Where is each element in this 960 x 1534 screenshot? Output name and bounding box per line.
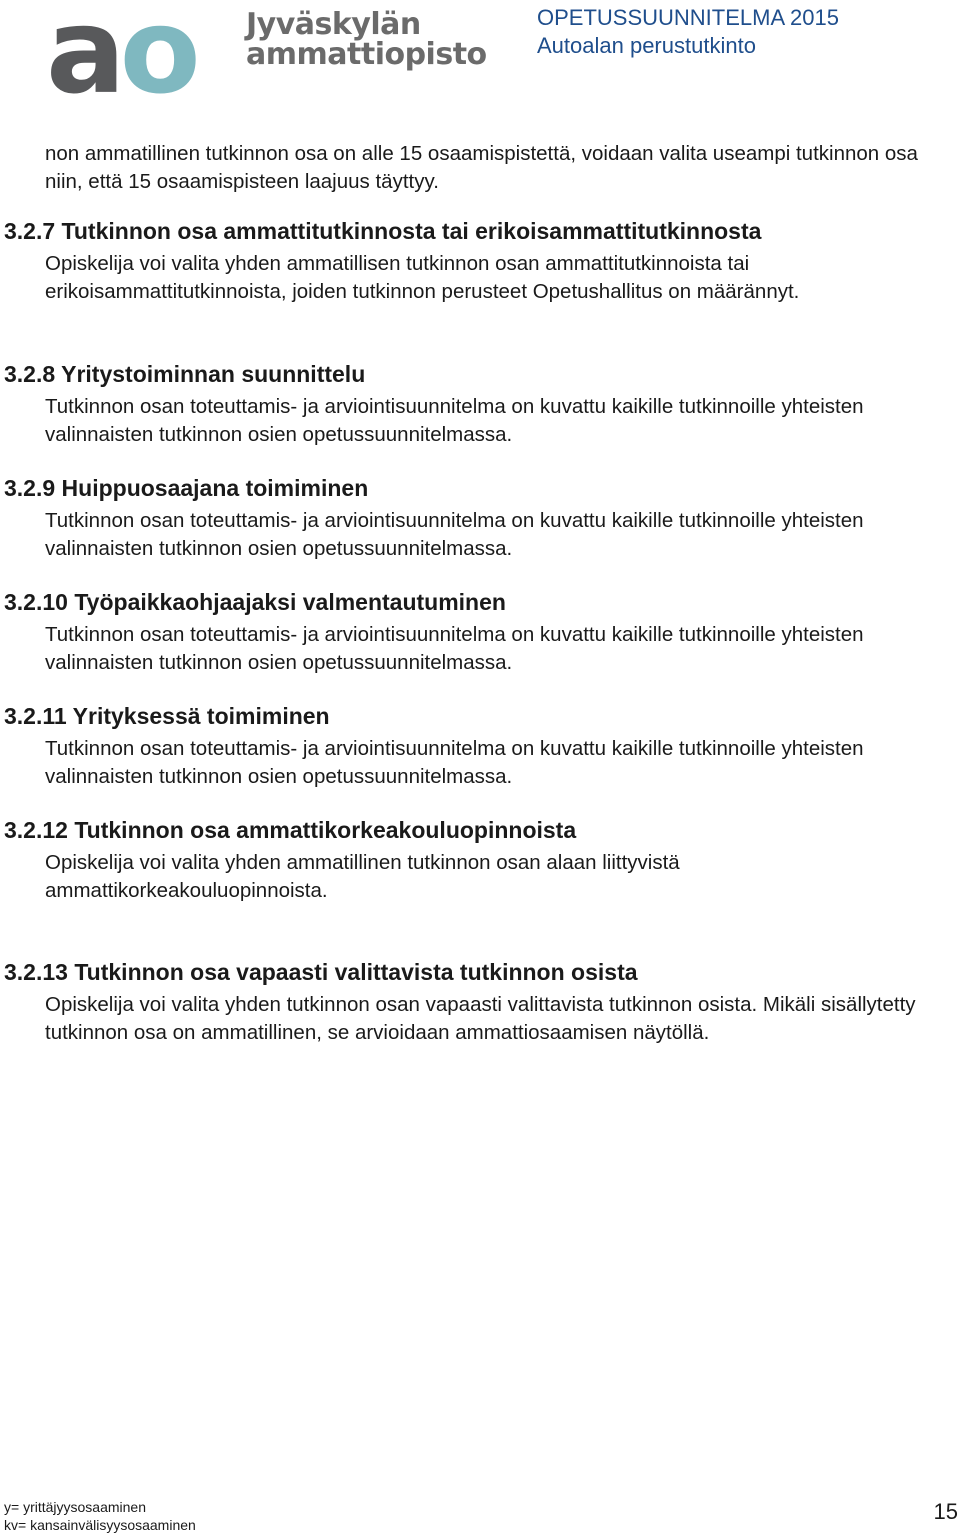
- section-heading: 3.2.8 Yritystoiminnan suunnittelu: [4, 361, 366, 387]
- svg-text:ao: ao: [46, 0, 195, 100]
- document-header: [537, 4, 839, 60]
- footer-abbr-y: y= yrittäjyysosaaminen: [4, 1499, 147, 1515]
- section-3-2-9: [0, 473, 960, 563]
- section-3-2-8: [0, 359, 960, 449]
- section-text: Tutkinnon osan toteuttamis- ja arviointisuunnitelma on kuvattu kaikille tutkinnoille yhteisten valinnaisten tutkinnon osien opetussuunnitelmassa.: [45, 737, 864, 788]
- section-text: Tutkinnon osan toteuttamis- ja arviointisuunnitelma on kuvattu kaikille tutkinnoille yhteisten valinnaisten tutkinnon osien opetussuunnitelmassa.: [45, 395, 864, 446]
- logo-line-1: Jyväskylän: [246, 7, 421, 42]
- header-subtitle: Autoalan perustutkinto: [537, 33, 756, 58]
- section-3-2-13: [0, 957, 960, 1047]
- section-text: Opiskelija voi valita yhden ammatillisen tutkinnon osan ammattitutkinnoista tai erikoisammattitutkinnoista, joiden tutkinnon perusteet Opetushallitus on määrännyt.: [45, 252, 800, 303]
- section-heading: 3.2.12 Tutkinnon osa ammattikorkeakouluopinnoista: [4, 817, 577, 843]
- header-title: OPETUSSUUNNITELMA 2015: [537, 5, 839, 30]
- section-heading: 3.2.13 Tutkinnon osa vapaasti valittavista tutkinnon osista: [4, 959, 638, 985]
- logo-line-2: ammattiopisto: [246, 37, 487, 72]
- footer-abbr-kv: kv= kansainvälisyysosaaminen: [4, 1517, 196, 1533]
- section-3-2-10: [0, 587, 960, 677]
- section-text: Tutkinnon osan toteuttamis- ja arviointisuunnitelma on kuvattu kaikille tutkinnoille yhteisten valinnaisten tutkinnon osien opetussuunnitelmassa.: [45, 509, 864, 560]
- section-text: Tutkinnon osan toteuttamis- ja arviointisuunnitelma on kuvattu kaikille tutkinnoille yhteisten valinnaisten tutkinnon osien opetussuunnitelmassa.: [45, 623, 864, 674]
- logo-wordmark: [246, 7, 487, 72]
- logo: [46, 0, 487, 100]
- intro-paragraph: non ammatillinen tutkinnon osa on alle 15 osaamispistettä, voidaan valita useampi tutkinnon osa niin, että 15 osaamispisteen laajuus täyttyy.: [45, 142, 918, 193]
- section-text: Opiskelija voi valita yhden ammatillinen tutkinnon osan alaan liittyvistä ammattikorkeakouluopinnoista.: [45, 851, 680, 902]
- logo-letters: [46, 0, 236, 100]
- section-heading: 3.2.11 Yrityksessä toimiminen: [4, 703, 330, 729]
- footer-abbreviations: [4, 1498, 196, 1534]
- section-3-2-7: [0, 216, 960, 306]
- section-3-2-12: [0, 815, 960, 905]
- section-3-2-11: [0, 701, 960, 791]
- section-text: Opiskelija voi valita yhden tutkinnon osan vapaasti valittavista tutkinnon osista. Mikäli sisällytetty tutkinnon osa on ammatillinen, se arvioidaan ammattiosaamisen näytöllä.: [45, 993, 916, 1044]
- page-number: 15: [933, 1499, 958, 1524]
- section-heading: 3.2.9 Huippuosaajana toimiminen: [4, 475, 369, 501]
- section-heading: 3.2.7 Tutkinnon osa ammattitutkinnosta tai erikoisammattitutkinnosta: [4, 218, 762, 244]
- section-heading: 3.2.10 Työpaikkaohjaajaksi valmentautuminen: [4, 589, 506, 615]
